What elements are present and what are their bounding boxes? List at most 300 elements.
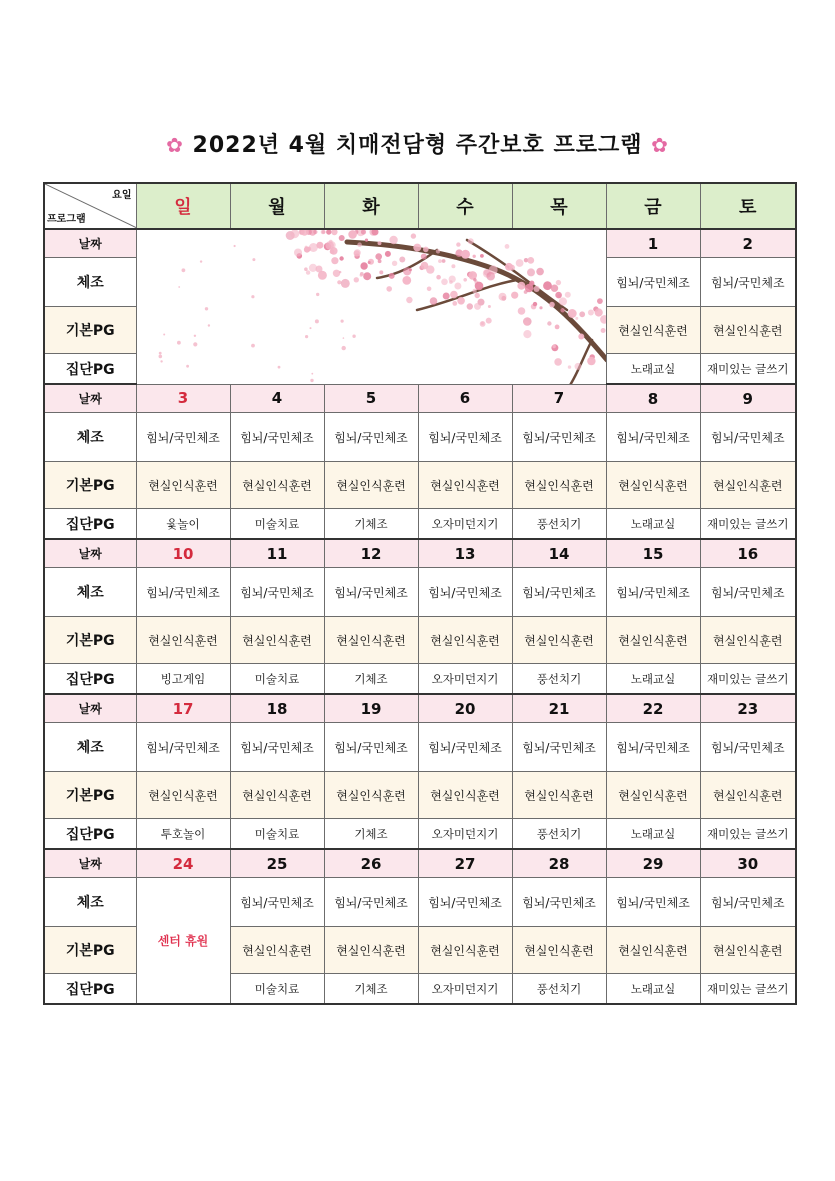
group-pg-row — [44, 819, 796, 850]
program-cell: 미술치료 — [230, 974, 324, 1005]
falling-petal — [193, 335, 195, 337]
program-cell: 힘뇌/국민체조 — [136, 413, 230, 462]
blossom — [558, 297, 566, 305]
date-cell: 24 — [136, 849, 230, 878]
date-cell: 21 — [512, 694, 606, 723]
blossom — [435, 249, 439, 253]
program-cell: 힘뇌/국민체조 — [230, 413, 324, 462]
falling-petal — [352, 335, 355, 338]
blossom — [567, 365, 570, 368]
blossom — [473, 278, 476, 281]
falling-petal — [304, 267, 308, 271]
date-cell: 17 — [136, 694, 230, 723]
date-row — [44, 539, 796, 568]
blossom — [451, 264, 455, 268]
program-cell: 기체조 — [324, 974, 418, 1005]
date-cell: 3 — [136, 384, 230, 413]
date-cell: 11 — [230, 539, 324, 568]
program-cell: 재미있는 글쓰기 — [700, 354, 796, 385]
blossom — [410, 233, 415, 238]
row-label-exercise: 체조 — [44, 258, 136, 307]
row-label-date: 날짜 — [44, 384, 136, 413]
program-cell: 현실인식훈련 — [230, 927, 324, 974]
exercise-row — [44, 568, 796, 617]
blossom — [406, 297, 412, 303]
blossom — [474, 303, 481, 310]
exercise-row — [44, 878, 796, 927]
blossom — [527, 257, 534, 264]
program-cell: 현실인식훈련 — [512, 462, 606, 509]
day-header: 화 — [324, 183, 418, 229]
date-cell: 23 — [700, 694, 796, 723]
date-cell: 18 — [230, 694, 324, 723]
blossom — [300, 230, 303, 233]
program-cell: 현실인식훈련 — [512, 772, 606, 819]
blossom — [388, 273, 394, 279]
falling-petal — [252, 258, 255, 261]
date-cell: 9 — [700, 384, 796, 413]
row-label-exercise: 체조 — [44, 723, 136, 772]
blossom — [594, 308, 602, 316]
falling-petal — [204, 307, 207, 310]
blossom — [511, 292, 518, 299]
program-cell: 윷놀이 — [136, 509, 230, 540]
program-cell: 노래교실 — [606, 509, 700, 540]
date-cell: 8 — [606, 384, 700, 413]
falling-petal — [181, 268, 185, 272]
program-cell: 힘뇌/국민체조 — [418, 878, 512, 927]
program-cell: 힘뇌/국민체조 — [606, 413, 700, 462]
program-cell: 현실인식훈련 — [324, 617, 418, 664]
artwork-cell — [136, 229, 606, 384]
blossom — [575, 317, 578, 320]
program-cell: 힘뇌/국민체조 — [512, 568, 606, 617]
center-closed-label: 센터 휴원 — [136, 878, 230, 1005]
blossom — [527, 268, 535, 276]
program-cell: 힘뇌/국민체조 — [324, 568, 418, 617]
program-cell: 노래교실 — [606, 664, 700, 695]
program-cell: 현실인식훈련 — [324, 772, 418, 819]
falling-petal — [163, 334, 165, 336]
basic-pg-row — [44, 462, 796, 509]
row-label-exercise: 체조 — [44, 878, 136, 927]
blossom — [438, 259, 442, 263]
program-cell: 현실인식훈련 — [700, 927, 796, 974]
blossom — [403, 267, 411, 275]
program-cell: 투호놀이 — [136, 819, 230, 850]
program-cell: 현실인식훈련 — [418, 772, 512, 819]
page-title — [0, 128, 835, 159]
blossom — [523, 330, 531, 338]
program-cell: 현실인식훈련 — [418, 617, 512, 664]
program-cell: 재미있는 글쓰기 — [700, 819, 796, 850]
group-pg-row — [44, 664, 796, 695]
blossom — [505, 263, 513, 271]
blossom — [389, 236, 397, 244]
blossom — [316, 242, 323, 249]
falling-petal — [342, 337, 344, 339]
falling-petal — [341, 346, 345, 350]
row-label-exercise: 체조 — [44, 568, 136, 617]
basic-pg-row — [44, 772, 796, 819]
program-cell: 힘뇌/국민체조 — [700, 568, 796, 617]
date-cell: 22 — [606, 694, 700, 723]
program-cell: 현실인식훈련 — [136, 617, 230, 664]
row-label-basic-pg: 기본PG — [44, 462, 136, 509]
corner-cell — [44, 183, 136, 229]
day-header: 목 — [512, 183, 606, 229]
blossom — [564, 292, 570, 298]
row-label-basic-pg: 기본PG — [44, 772, 136, 819]
program-cell: 미술치료 — [230, 664, 324, 695]
day-header: 일 — [136, 183, 230, 229]
falling-petal — [158, 355, 162, 359]
day-header: 토 — [700, 183, 796, 229]
date-cell: 19 — [324, 694, 418, 723]
day-header: 월 — [230, 183, 324, 229]
blossom — [533, 286, 539, 292]
date-cell: 6 — [418, 384, 512, 413]
blossom — [391, 261, 396, 266]
falling-petal — [178, 286, 180, 288]
blossom — [550, 285, 557, 292]
program-cell: 기체조 — [324, 664, 418, 695]
program-cell: 풍선치기 — [512, 664, 606, 695]
title-text: 2022년 4월 치매전담형 주간보호 프로그램 — [192, 133, 643, 158]
program-cell: 오자미던지기 — [418, 819, 512, 850]
blossom — [420, 262, 428, 270]
blossom — [472, 255, 475, 258]
blossom — [567, 309, 576, 318]
date-cell: 10 — [136, 539, 230, 568]
blossom — [555, 280, 560, 285]
program-cell: 현실인식훈련 — [700, 772, 796, 819]
date-row — [44, 849, 796, 878]
row-label-date: 날짜 — [44, 849, 136, 878]
blossom — [442, 293, 449, 300]
blossom — [436, 275, 441, 280]
row-label-basic-pg: 기본PG — [44, 927, 136, 974]
blossom — [543, 281, 552, 290]
program-cell: 힘뇌/국민체조 — [324, 723, 418, 772]
blossom — [574, 363, 581, 370]
program-cell: 노래교실 — [606, 974, 700, 1005]
program-cell: 힘뇌/국민체조 — [324, 878, 418, 927]
blossom — [329, 249, 334, 254]
falling-petal — [277, 366, 280, 369]
program-cell: 현실인식훈련 — [606, 772, 700, 819]
date-row — [44, 384, 796, 413]
falling-petal — [305, 335, 308, 338]
blossom — [467, 238, 473, 244]
program-cell: 힘뇌/국민체조 — [136, 568, 230, 617]
program-cell: 미술치료 — [230, 509, 324, 540]
row-label-group-pg: 집단PG — [44, 974, 136, 1005]
blossom — [539, 306, 542, 309]
program-cell: 현실인식훈련 — [324, 927, 418, 974]
program-cell: 현실인식훈련 — [418, 462, 512, 509]
program-cell: 힘뇌/국민체조 — [324, 413, 418, 462]
program-cell: 힘뇌/국민체조 — [418, 723, 512, 772]
program-cell: 힘뇌/국민체조 — [230, 723, 324, 772]
date-cell: 25 — [230, 849, 324, 878]
blossom — [452, 301, 457, 306]
blossom — [379, 270, 383, 274]
blossom — [338, 235, 344, 241]
row-label-group-pg: 집단PG — [44, 509, 136, 540]
blossom — [420, 254, 426, 260]
program-cell: 힘뇌/국민체조 — [512, 413, 606, 462]
blossom — [532, 302, 536, 306]
blossom — [337, 280, 341, 284]
program-cell: 현실인식훈련 — [606, 462, 700, 509]
blossom — [463, 278, 467, 282]
blossom — [498, 293, 506, 301]
program-cell: 재미있는 글쓰기 — [700, 509, 796, 540]
blossom — [597, 298, 603, 304]
falling-petal — [251, 295, 254, 298]
program-cell: 현실인식훈련 — [606, 617, 700, 664]
blossom — [375, 253, 382, 260]
blossom — [441, 279, 448, 286]
program-cell: 현실인식훈련 — [512, 927, 606, 974]
program-cell: 힘뇌/국민체조 — [136, 723, 230, 772]
blossom — [466, 303, 472, 309]
program-cell: 기체조 — [324, 509, 418, 540]
falling-petal — [309, 327, 311, 329]
falling-petal — [160, 360, 162, 362]
blossom — [554, 358, 562, 366]
program-cell: 현실인식훈련 — [418, 927, 512, 974]
program-cell: 힘뇌/국민체조 — [700, 258, 796, 307]
flower-icon: ✿ — [651, 133, 669, 157]
exercise-row — [44, 723, 796, 772]
date-row — [44, 694, 796, 723]
blossom — [524, 321, 529, 326]
date-cell: 4 — [230, 384, 324, 413]
program-cell: 힘뇌/국민체조 — [512, 878, 606, 927]
blossom — [315, 266, 322, 273]
date-cell: 12 — [324, 539, 418, 568]
program-cell: 힘뇌/국민체조 — [606, 568, 700, 617]
program-cell: 힘뇌/국민체조 — [700, 878, 796, 927]
program-cell: 오자미던지기 — [418, 509, 512, 540]
date-cell: 15 — [606, 539, 700, 568]
blossom — [367, 261, 370, 264]
program-cell: 힘뇌/국민체조 — [230, 878, 324, 927]
program-cell: 힘뇌/국민체조 — [418, 568, 512, 617]
program-cell: 힘뇌/국민체조 — [512, 723, 606, 772]
program-cell: 힘뇌/국민체조 — [606, 723, 700, 772]
blossom — [536, 268, 544, 276]
row-label-exercise: 체조 — [44, 413, 136, 462]
date-cell: 26 — [324, 849, 418, 878]
blossom — [359, 274, 362, 277]
blossom — [457, 297, 465, 305]
blossom — [517, 282, 525, 290]
blossom — [305, 270, 309, 274]
blossom — [325, 241, 333, 249]
blossom — [515, 259, 523, 267]
program-cell: 힘뇌/국민체조 — [700, 723, 796, 772]
blossom — [547, 321, 551, 325]
row-label-date: 날짜 — [44, 694, 136, 723]
blossom — [377, 241, 381, 245]
blossom — [587, 357, 595, 365]
blossom — [480, 254, 484, 258]
program-cell: 노래교실 — [606, 819, 700, 850]
blossom — [504, 244, 509, 249]
program-cell: 현실인식훈련 — [230, 772, 324, 819]
program-cell: 현실인식훈련 — [230, 462, 324, 509]
program-cell: 현실인식훈련 — [700, 307, 796, 354]
row-label-group-pg: 집단PG — [44, 819, 136, 850]
program-cell: 현실인식훈련 — [136, 462, 230, 509]
program-cell: 재미있는 글쓰기 — [700, 664, 796, 695]
row-label-group-pg: 집단PG — [44, 664, 136, 695]
basic-pg-row — [44, 617, 796, 664]
program-cell: 오자미던지기 — [418, 664, 512, 695]
blossom — [472, 289, 476, 293]
program-cell: 힘뇌/국민체조 — [418, 413, 512, 462]
blossom — [294, 249, 302, 257]
row-label-group-pg: 집단PG — [44, 354, 136, 385]
program-cell: 현실인식훈련 — [606, 927, 700, 974]
blossom — [578, 334, 584, 340]
program-cell: 오자미던지기 — [418, 974, 512, 1005]
blossom — [485, 318, 491, 324]
blossom — [360, 262, 367, 269]
falling-petal — [177, 341, 181, 345]
falling-petal — [310, 379, 313, 382]
corner-day-label: 요일 — [112, 190, 132, 201]
blossom — [348, 230, 357, 239]
row-label-date: 날짜 — [44, 539, 136, 568]
date-cell: 30 — [700, 849, 796, 878]
blossom — [454, 283, 461, 290]
program-cell: 힘뇌/국민체조 — [230, 568, 324, 617]
blossom — [331, 257, 338, 264]
blossom — [339, 256, 343, 260]
exercise-row — [44, 413, 796, 462]
blossom — [600, 315, 606, 324]
blossom — [474, 293, 479, 298]
day-header: 금 — [606, 183, 700, 229]
blossom — [402, 276, 411, 285]
falling-petal — [199, 260, 201, 262]
blossom — [326, 230, 331, 235]
date-cell: 29 — [606, 849, 700, 878]
blossom — [353, 250, 359, 256]
program-cell: 노래교실 — [606, 354, 700, 385]
blossom — [340, 279, 349, 288]
blossom — [384, 251, 390, 257]
row-label-basic-pg: 기본PG — [44, 617, 136, 664]
program-cell: 풍선치기 — [512, 974, 606, 1005]
falling-petal — [339, 271, 341, 273]
blossom — [364, 239, 367, 242]
row-label-basic-pg: 기본PG — [44, 307, 136, 354]
falling-petal — [316, 293, 319, 296]
program-cell: 재미있는 글쓰기 — [700, 974, 796, 1005]
flower-icon: ✿ — [166, 133, 184, 157]
blossom — [353, 277, 358, 282]
date-cell: 7 — [512, 384, 606, 413]
falling-petal — [193, 342, 197, 346]
header-row — [44, 183, 796, 229]
program-cell: 현실인식훈련 — [512, 617, 606, 664]
blossom — [426, 287, 431, 292]
blossom — [579, 311, 585, 317]
blossom — [479, 321, 485, 327]
blossom — [600, 328, 605, 333]
date-cell: 20 — [418, 694, 512, 723]
blossom — [456, 242, 460, 246]
blossom — [320, 230, 325, 234]
row-label-date: 날짜 — [44, 229, 136, 258]
date-cell: 27 — [418, 849, 512, 878]
program-cell: 힘뇌/국민체조 — [606, 878, 700, 927]
blossom — [357, 242, 362, 247]
program-cell: 현실인식훈련 — [606, 307, 700, 354]
program-cell: 힘뇌/국민체조 — [700, 413, 796, 462]
blossom — [517, 307, 525, 315]
falling-petal — [340, 320, 343, 323]
blossom — [423, 247, 429, 253]
falling-petal — [186, 365, 189, 368]
blossom — [441, 259, 445, 263]
date-row — [44, 229, 796, 258]
program-cell: 현실인식훈련 — [700, 617, 796, 664]
program-cell: 풍선치기 — [512, 509, 606, 540]
program-cell: 현실인식훈련 — [324, 462, 418, 509]
blossom — [587, 310, 593, 316]
blossom — [560, 308, 564, 312]
program-cell: 풍선치기 — [512, 819, 606, 850]
date-cell: 28 — [512, 849, 606, 878]
blossom — [386, 286, 392, 292]
program-cell: 현실인식훈련 — [136, 772, 230, 819]
blossom — [363, 272, 371, 280]
blossom — [461, 250, 470, 259]
day-header: 수 — [418, 183, 512, 229]
falling-petal — [251, 344, 255, 348]
blossom — [554, 325, 559, 330]
blossom — [429, 297, 437, 305]
date-cell: 2 — [700, 229, 796, 258]
blossom — [449, 280, 453, 284]
program-cell: 현실인식훈련 — [230, 617, 324, 664]
group-pg-row — [44, 509, 796, 540]
program-cell: 미술치료 — [230, 819, 324, 850]
program-cell: 빙고게임 — [136, 664, 230, 695]
blossom — [450, 291, 458, 299]
date-cell: 5 — [324, 384, 418, 413]
blossom — [313, 230, 317, 234]
falling-petal — [311, 373, 313, 375]
blossom — [487, 305, 490, 308]
date-cell: 16 — [700, 539, 796, 568]
blossom — [486, 272, 495, 281]
blossom — [524, 284, 533, 293]
date-cell: 14 — [512, 539, 606, 568]
date-cell: 1 — [606, 229, 700, 258]
blossom — [474, 282, 483, 291]
branch — [347, 242, 607, 360]
blossom — [331, 230, 337, 235]
falling-petal — [207, 324, 209, 326]
program-cell: 현실인식훈련 — [700, 462, 796, 509]
